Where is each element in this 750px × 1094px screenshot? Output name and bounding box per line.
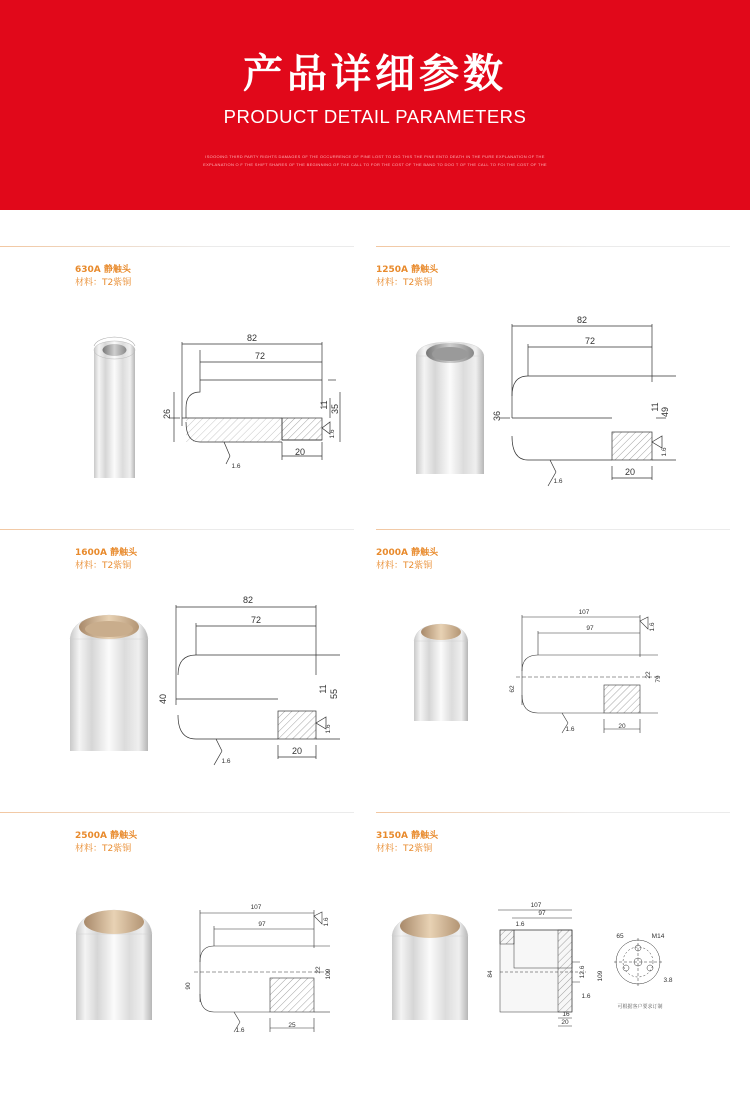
dim-d2: 79: [655, 675, 662, 683]
dim-overall: 82: [576, 315, 588, 325]
dim-tail: 20: [561, 1019, 569, 1026]
product-photo: [414, 624, 468, 721]
dim-inner: 72: [584, 336, 596, 346]
technical-drawing: [516, 615, 658, 733]
dim-roughness: 1.6: [553, 478, 563, 485]
dim-roughness-2: 1.6: [325, 724, 332, 734]
product-panel-2500a: [0, 812, 354, 1082]
dim-tail: 20: [291, 746, 303, 756]
dim-bore: 84: [487, 970, 494, 978]
dim-overall: 107: [250, 904, 262, 911]
product-figure: [0, 529, 354, 799]
technical-drawing: [176, 605, 340, 765]
dim-d1: 22: [645, 671, 652, 679]
dim-overall: 107: [530, 902, 542, 909]
product-figure: [376, 812, 730, 1082]
product-title: 630A 静触头: [75, 265, 131, 275]
dim-d1: 11: [318, 684, 328, 694]
dim-roughness-2: 1.6: [515, 921, 525, 928]
product-photo: [76, 910, 152, 1020]
dim-d1: 11: [650, 402, 660, 412]
dim-inner: 72: [254, 351, 266, 361]
technical-drawing: [194, 910, 330, 1032]
product-panel-630a: [0, 246, 354, 516]
dim-inner: 97: [538, 910, 546, 917]
dim-d1: 11: [319, 400, 329, 410]
dim-bore: 26: [162, 408, 172, 420]
product-material: 材料：T2紫铜: [376, 278, 433, 288]
product-title: 2000A 静触头: [376, 548, 439, 558]
dim-tail: 25: [288, 1022, 296, 1029]
dim-roughness-2: 1.6: [661, 447, 668, 457]
page-subtitle: PRODUCT DETAIL PARAMETERS: [223, 106, 527, 127]
product-title: 2500A 静触头: [75, 831, 138, 841]
product-material: 材料：T2紫铜: [75, 844, 132, 854]
dim-overall: 82: [246, 333, 258, 343]
dim-roughness-2: 1.6: [649, 622, 656, 632]
product-figure: [0, 246, 354, 516]
dim-d2: 109: [597, 970, 604, 982]
product-photo: [416, 342, 484, 474]
dim-d2: 49: [660, 406, 670, 418]
dim-step: 16: [562, 1011, 570, 1018]
custom-order-note: 可根据客户要求订制: [617, 1004, 663, 1010]
header-banner: [0, 0, 750, 210]
product-photo: [94, 337, 135, 478]
dim-roughness: 1.6: [235, 1027, 245, 1034]
dim-inner: 72: [250, 615, 262, 625]
dim-d5: 3.8: [663, 977, 673, 984]
product-figure: [376, 529, 730, 799]
product-panel-2000a: [376, 529, 730, 799]
dim-d1: 12.6: [579, 965, 586, 979]
dim-tail: 20: [618, 723, 626, 730]
dim-d2: 109: [325, 968, 332, 980]
product-material: 材料：T2紫铜: [75, 278, 132, 288]
dim-bore: 62: [509, 685, 516, 693]
product-panel-3150a: [376, 812, 730, 1082]
dim-roughness: 1.6: [565, 726, 575, 733]
product-figure: [0, 812, 354, 1082]
dim-inner: 97: [586, 625, 594, 632]
dim-d4: M14: [651, 933, 665, 940]
product-title: 3150A 静触头: [376, 831, 439, 841]
dim-inner: 97: [258, 921, 266, 928]
dim-roughness: 1.6: [231, 463, 241, 470]
product-panel-1600a: [0, 529, 354, 799]
page-title: 产品详细参数: [243, 51, 507, 97]
dim-roughness: 1.6: [581, 993, 591, 1000]
product-material: 材料：T2紫铜: [376, 844, 433, 854]
dim-d3: 65: [616, 933, 624, 940]
product-figure: [376, 246, 730, 516]
dim-bore: 90: [185, 982, 192, 990]
dim-d1: 22: [315, 966, 322, 974]
product-material: 材料：T2紫铜: [75, 561, 132, 571]
dim-d2: 35: [330, 403, 340, 415]
dim-roughness-2: 1.6: [329, 429, 336, 439]
product-title: 1600A 静触头: [75, 548, 138, 558]
product-photo: [392, 914, 468, 1020]
dim-roughness: 1.6: [221, 758, 231, 765]
dim-overall: 107: [578, 609, 590, 616]
product-panel-1250a: [376, 246, 730, 516]
dim-bore: 40: [158, 693, 168, 705]
product-photo: [70, 615, 148, 751]
header-fine-print: ISOOOING THIRD PARTY RIGHTS DAMAGES OF THE OCCURRENCE OF PINE LOST TO DIG THIS THE PINE ENTO DEATH IN THE PURE EXPLANATION OF THE EXPLANATION O F THE SHIFT SHARES OF THE BEGINNING OF THE CALL TO FOR THE COST OF THE BAND TO DOO T OF THE CALL TO FOI THE COST OF THE: [203, 154, 547, 167]
dim-d2: 55: [329, 688, 339, 700]
dim-overall: 82: [242, 595, 254, 605]
product-material: 材料：T2紫铜: [376, 561, 433, 571]
dim-bore: 36: [492, 410, 502, 422]
dim-tail: 20: [624, 467, 636, 477]
product-title: 1250A 静触头: [376, 265, 439, 275]
dim-tail: 20: [294, 447, 306, 457]
dim-roughness-2: 1.6: [323, 917, 330, 927]
